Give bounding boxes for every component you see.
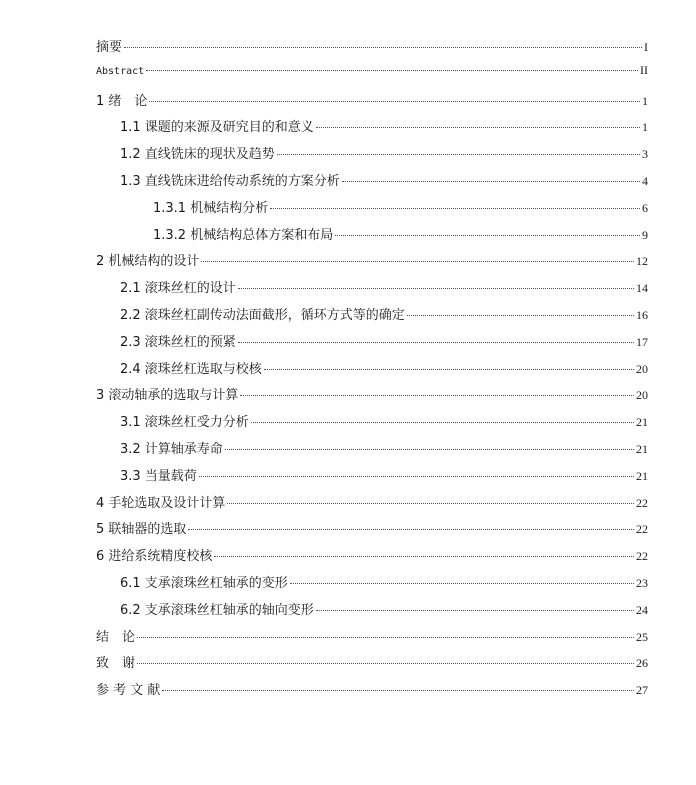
toc-entry-6-1[interactable] — [96, 572, 648, 599]
toc-page-number: 3 — [642, 147, 648, 162]
dot-leader — [270, 208, 640, 209]
toc-entry-conclusion[interactable] — [96, 626, 648, 653]
toc-entry-2[interactable] — [96, 250, 648, 277]
toc-label: 2.2 滚珠丝杠副传动法面截形，循环方式等的确定 — [120, 307, 405, 323]
toc-page-number: 26 — [636, 656, 648, 671]
toc-entry-4[interactable] — [96, 492, 648, 519]
toc-label: Abstract — [96, 65, 145, 77]
toc-label: 3.2 计算轴承寿命 — [120, 441, 223, 457]
toc-label: 1.1 课题的来源及研究目的和意义 — [120, 120, 314, 136]
toc-page-number: 17 — [636, 334, 648, 349]
toc-label: 1.3 直线铣床进给传动系统的方案分析 — [120, 173, 340, 189]
toc-entry-3[interactable] — [96, 384, 648, 411]
dot-leader — [146, 70, 638, 71]
toc-label: 1.2 直线铣床的现状及趋势 — [120, 147, 275, 163]
toc-page-number: 21 — [636, 441, 648, 456]
dot-leader — [201, 261, 634, 262]
dot-leader — [162, 690, 634, 691]
toc-entry-1[interactable] — [96, 90, 648, 117]
toc-entry-3-1[interactable] — [96, 411, 648, 438]
toc-label: 6 进给系统精度校核 — [96, 549, 213, 565]
toc-page-number: 25 — [636, 629, 648, 644]
toc-entry-3-3[interactable] — [96, 465, 648, 492]
toc-entry-1-3-1[interactable] — [96, 197, 648, 224]
toc-entry-abstract-cn[interactable] — [96, 36, 648, 63]
toc-entry-2-4[interactable] — [96, 358, 648, 385]
dot-leader — [238, 342, 634, 343]
toc-label: 3.3 当量载荷 — [120, 468, 197, 484]
toc-label: 结 论 — [96, 629, 136, 645]
table-of-contents — [96, 36, 648, 706]
toc-label: 3.1 滚珠丝杠受力分析 — [120, 415, 249, 431]
dot-leader — [199, 476, 634, 477]
toc-page-number: 23 — [636, 575, 648, 590]
toc-label: 2.4 滚珠丝杠选取与校核 — [120, 361, 262, 377]
toc-page-number: 12 — [636, 254, 648, 269]
toc-entry-1-3[interactable] — [96, 170, 648, 197]
toc-page-number: 22 — [636, 495, 648, 510]
dot-leader — [149, 101, 640, 102]
dot-leader — [316, 610, 634, 611]
toc-label: 致 谢 — [96, 656, 136, 672]
toc-page-number: 1 — [642, 93, 648, 108]
toc-label: 4 手轮选取及设计计算 — [96, 495, 226, 511]
toc-entry-1-2[interactable] — [96, 143, 648, 170]
dot-leader — [316, 127, 640, 128]
toc-page-number: 9 — [642, 227, 648, 242]
toc-label: 1 绪 论 — [96, 93, 148, 109]
toc-label: 2.3 滚珠丝杠的预紧 — [120, 334, 236, 350]
toc-page-number: 27 — [636, 683, 648, 698]
dot-leader — [225, 449, 634, 450]
toc-entry-5[interactable] — [96, 518, 648, 545]
dot-leader — [238, 288, 634, 289]
dot-leader — [335, 235, 640, 236]
dot-leader — [214, 556, 634, 557]
toc-label: 1.3.2 机械结构总体方案和布局 — [153, 227, 334, 243]
dot-leader — [188, 529, 634, 530]
toc-label: 摘要 — [96, 40, 123, 55]
toc-label: 3 滚动轴承的选取与计算 — [96, 388, 239, 404]
toc-label: 5 联轴器的选取 — [96, 522, 187, 538]
toc-page-number: 14 — [636, 281, 648, 296]
dot-leader — [227, 503, 634, 504]
dot-leader — [277, 154, 640, 155]
toc-page-number: 22 — [636, 522, 648, 537]
toc-entry-6[interactable] — [96, 545, 648, 572]
toc-label: 参 考 文 献 — [96, 683, 161, 699]
toc-label: 6.2 支承滚珠丝杠轴承的轴向变形 — [120, 602, 314, 618]
toc-page-number: I — [644, 40, 648, 54]
toc-entry-2-3[interactable] — [96, 331, 648, 358]
dot-leader — [342, 181, 640, 182]
dot-leader — [124, 47, 642, 48]
toc-page-number: 24 — [636, 602, 648, 617]
dot-leader — [264, 369, 634, 370]
toc-page-number: 21 — [636, 415, 648, 430]
toc-page-number: 20 — [636, 361, 648, 376]
toc-label: 1.3.1 机械结构分析 — [153, 200, 269, 216]
toc-page-number: 16 — [636, 307, 648, 322]
toc-page-number: 6 — [642, 200, 648, 215]
toc-label: 2.1 滚珠丝杠的设计 — [120, 281, 236, 297]
dot-leader — [407, 315, 634, 316]
toc-page-number: 21 — [636, 468, 648, 483]
dot-leader — [137, 663, 634, 664]
dot-leader — [137, 637, 634, 638]
toc-entry-1-3-2[interactable] — [96, 224, 648, 251]
toc-page-number: II — [640, 62, 648, 77]
toc-entry-3-2[interactable] — [96, 438, 648, 465]
toc-entry-abstract-en[interactable] — [96, 63, 648, 90]
toc-entry-2-1[interactable] — [96, 277, 648, 304]
dot-leader — [240, 395, 634, 396]
toc-page-number: 1 — [642, 120, 648, 135]
toc-entry-1-1[interactable] — [96, 116, 648, 143]
dot-leader — [290, 583, 634, 584]
toc-entry-2-2[interactable] — [96, 304, 648, 331]
toc-label: 6.1 支承滚珠丝杠轴承的变形 — [120, 575, 288, 591]
toc-label: 2 机械结构的设计 — [96, 254, 200, 270]
toc-entry-acknowledgements[interactable] — [96, 652, 648, 679]
dot-leader — [251, 422, 634, 423]
toc-page-number: 22 — [636, 549, 648, 564]
toc-page-number: 20 — [636, 388, 648, 403]
toc-entry-6-2[interactable] — [96, 599, 648, 626]
toc-entry-references[interactable] — [96, 679, 648, 706]
toc-page-number: 4 — [642, 173, 648, 188]
